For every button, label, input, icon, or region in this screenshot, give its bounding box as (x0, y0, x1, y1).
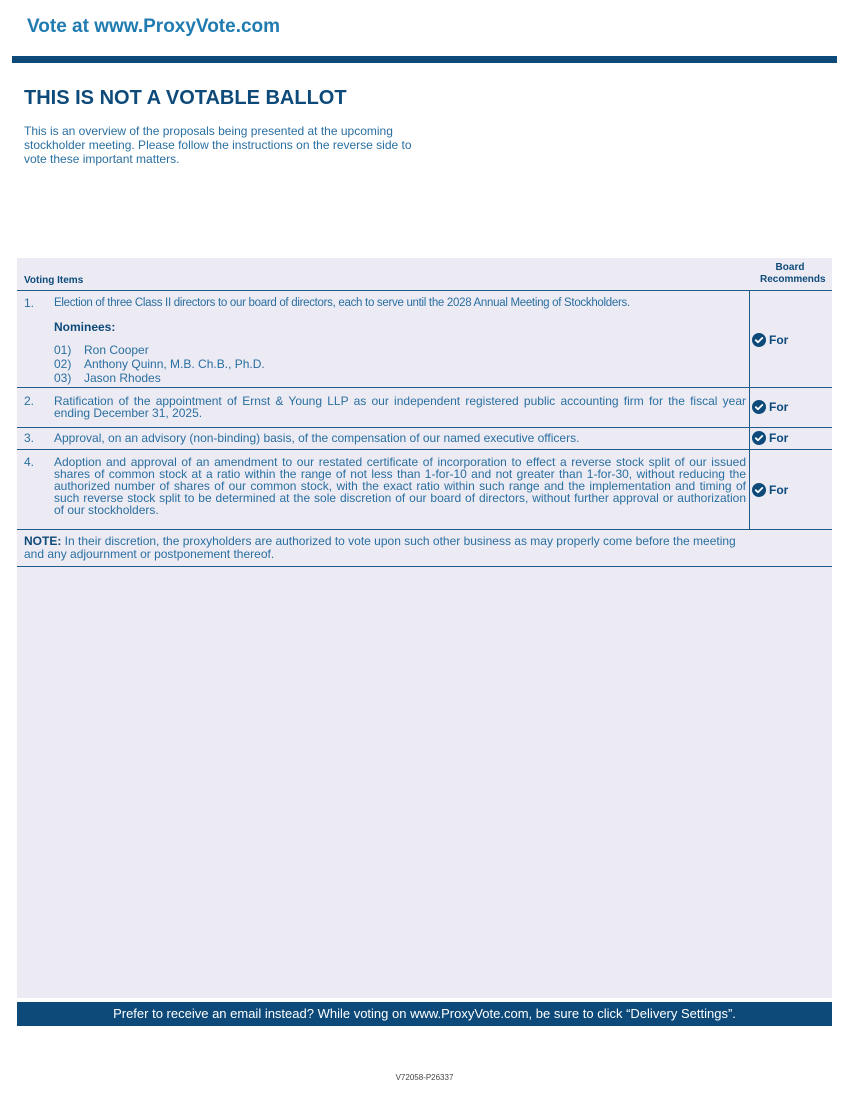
note-bottom-rule (17, 566, 832, 567)
recommendation-label: For (769, 483, 789, 497)
recommendation-item-1 (752, 333, 788, 347)
recommend-column-divider (749, 290, 750, 529)
recommendation-label: For (769, 400, 789, 414)
row-divider-3 (17, 449, 832, 450)
recommendation-label: For (769, 431, 789, 445)
item-number: 4. (24, 455, 35, 469)
voting-item-1 (24, 297, 746, 311)
item-number: 2. (24, 394, 35, 408)
check-circle-icon (752, 431, 766, 445)
voting-items-header: Voting Items (24, 275, 84, 286)
header-divider (12, 56, 837, 63)
page-title: THIS IS NOT A VOTABLE BALLOT (24, 87, 347, 109)
nominee-2 (54, 358, 265, 370)
item-text: Election of three Class II directors to our board of directors, each to serve until the 2028 Annual Meeting of Stockholders. (54, 297, 630, 309)
voting-item-4 (24, 456, 746, 526)
nominee-name: Jason Rhodes (84, 371, 161, 385)
recommendation-label: For (769, 333, 789, 347)
recommendation-item-2 (752, 400, 788, 414)
row-divider-2 (17, 427, 832, 428)
voting-item-3 (24, 432, 746, 446)
nominee-3 (54, 372, 161, 384)
nominee-number: 02) (54, 357, 72, 371)
row-divider-1 (17, 387, 832, 388)
board-recommends-label: Board Recommends (760, 262, 826, 285)
recommendation-item-3 (752, 431, 788, 445)
intro-text: This is an overview of the proposals being presented at the upcoming stockholder meeting. Please follow the instructions on the reverse side to vote these important matters. (24, 124, 412, 166)
nominee-name: Anthony Quinn, M.B. Ch.B., Ph.D. (84, 357, 265, 371)
check-circle-icon (752, 333, 766, 347)
check-circle-icon (752, 483, 766, 497)
check-circle-icon (752, 400, 766, 414)
table-top-rule (17, 290, 832, 291)
nominee-1 (54, 344, 149, 356)
nominee-name: Ron Cooper (84, 343, 149, 357)
item-text: Approval, on an advisory (non-binding) basis, of the compensation of our named executive officers. (54, 431, 580, 445)
note-text (24, 535, 746, 561)
note-body: In their discretion, the proxyholders are authorized to vote upon such other business as may properly come before the meeting and any adjournment or postponement thereof. (24, 534, 736, 561)
note-label: NOTE: (24, 534, 62, 548)
board-recommends-header (749, 262, 831, 286)
email-delivery-banner (17, 1002, 832, 1026)
nominees-label: Nominees: (54, 320, 116, 334)
proxyvote-header-link[interactable]: Vote at www.ProxyVote.com (27, 16, 281, 37)
row-divider-4 (17, 529, 832, 530)
email-delivery-text: Prefer to receive an email instead? While voting on www.ProxyVote.com, be sure to click “Delivery Settings”. (113, 1006, 736, 1021)
nominee-number: 03) (54, 371, 72, 385)
recommendation-item-4 (752, 483, 788, 497)
voting-item-2 (24, 395, 746, 421)
item-number: 1. (24, 296, 35, 310)
nominee-number: 01) (54, 343, 72, 357)
item-text: Adoption and approval of an amendment to our restated certificate of incorporation to effect a reverse stock split of our issued shares of common stock at a ratio within the range of not less than 1-for-10 and not greater than 1-for-30, without reducing the authorized number of shares of our common stock, with the exact ratio within such range and the implementation and timing of such reverse stock split to be determined at the sole discretion of our board of directors, without further approval or authorization of our stockholders. (54, 455, 746, 517)
job-code: V72058-P26337 (395, 1073, 454, 1082)
item-text: Ratification of the appointment of Ernst & Young LLP as our independent registered public accounting firm for the fiscal year ending December 31, 2025. (54, 394, 746, 420)
item-number: 3. (24, 431, 35, 445)
